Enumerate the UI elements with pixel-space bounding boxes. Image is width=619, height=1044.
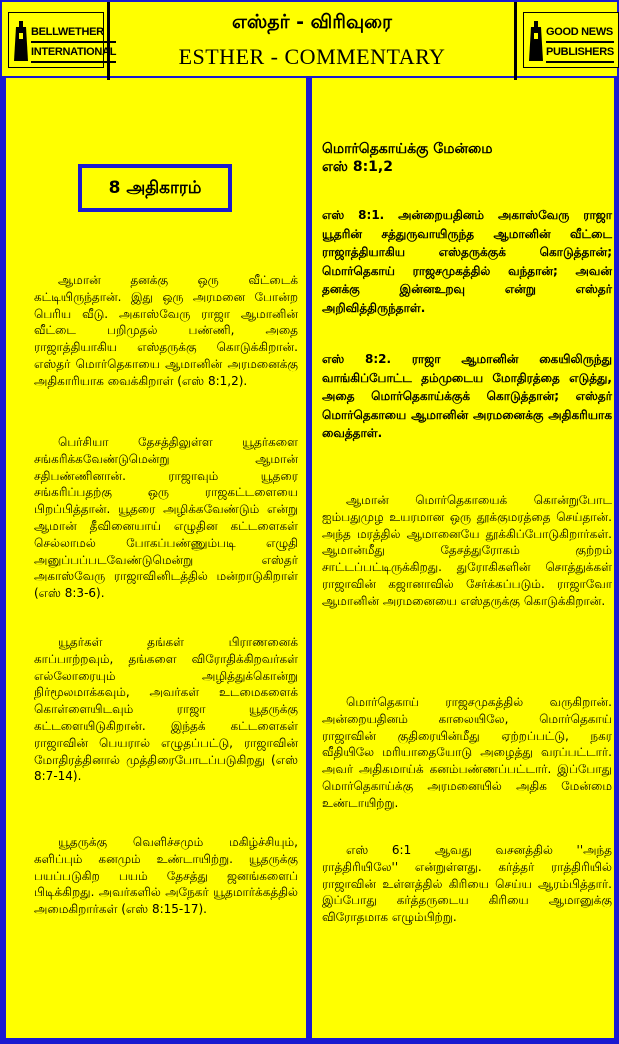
title-english: ESTHER - COMMENTARY [178, 44, 446, 69]
right-paragraph-2 [322, 694, 612, 812]
left-paragraph-3 [34, 634, 298, 785]
paragraph-text: எஸ் 6:1 ஆவது வசனத்தில் ''அந்த ராத்திரியிலே'' என்றுள்ளது. கர்த்தர் ராத்திரியில் ராஜாவின் உள்ளத்தில் கிரியை செய்ய ஆரம்பித்தார். இப்போது கர்த்தருடைய கிரியை ஆமானுக்கு விரோதமாக எழும்பிற்று. [322, 843, 612, 925]
bellwether-logo [8, 12, 117, 68]
left-column [0, 78, 309, 1044]
paragraph-text: யூதர்கள் தங்கள் பிராணனைக் காப்பாற்றவும், தங்களை விரோதிக்கிறவர்கள் எல்லோரையும் அழித்துக்கொன்று நிர்மூலமாக்கவும், அவர்கள் உடமைகளைக் கொள்ளையிடவும் ராஜா யூதருக்கு கட்டளையிடுகிறான். இந்தக் கட்டளைகள் ராஜாவின் பெயரால் எழுதப்பட்டு, ராஜாவின் மோதிரத்தினால் முத்திரைபோடப்படுகிறது (எஸ் 8:7-14). [34, 635, 298, 784]
title-tamil: எஸ்தர் - விரிவுரை [232, 11, 392, 33]
torch-icon [528, 21, 544, 61]
right-column [309, 78, 619, 1044]
verse-8-1 [322, 206, 612, 317]
section-heading [322, 140, 612, 176]
logo-left-line1: BELLWETHER [31, 23, 116, 43]
verse-8-2 [322, 350, 612, 443]
paragraph-text: பெர்சியா தேசத்திலுள்ள யூதர்களை சங்கரிக்கவேண்டுமென்று ஆமான் சதிபண்ணினான். ராஜாவும் யூதரை சங்கரிப்பதற்கு ஒரு ராஜகட்டளையை பிறப்பித்தான். யூதரை அழிக்கவேண்டும் என்று ஆமான் தீவினையாய் எழுதின கட்டளைகள் செல்லாமல் போகப்பண்ணும்படி எழுதி அனுப்பப்படவேண்டுமென்று எஸ்தர் அகாஸ்வேரு ராஜாவினிடத்தில் மன்றாடுகிறாள் (எஸ் 8:3-6). [34, 435, 298, 601]
paragraph-text: யூதருக்கு வெளிச்சமும் மகிழ்ச்சியும், களிப்பும் கனமும் உண்டாயிற்று. யூதருக்கு பயப்படுகிற பயம் தேசத்து ஜனங்களைப் பிடிக்கிறது. அவர்களில் அநேகர் யூதமார்க்கத்தில் அமைகிறார்கள் (எஸ் 8:15-17). [34, 835, 298, 917]
logo-right-line2: PUBLISHERS [546, 43, 614, 63]
paragraph-text: ஆமான் மொர்தெகாயைக் கொன்றுபோட ஐம்பதுமுழ உயரமான ஒரு தூக்குமரத்தை செய்தான். அந்த மரத்தில் ஆமானையே தூக்கிப்போடுகிறார்கள். ஆமான்மீது தேசத்துரோகம் குற்றம் சாட்டப்பட்டிருக்கிறது. துரோகிகளின் சொத்துக்கள் ராஜாவின் கஜானாவில் சேர்க்கப்படும். ராஜாவோ ஆமானின் அரமனையை எஸ்தருக்கு கொடுக்கிறான். [322, 493, 612, 608]
header-title [110, 2, 514, 80]
right-paragraph-1 [322, 492, 612, 610]
page-header [0, 0, 619, 78]
left-paragraph-1 [34, 272, 298, 390]
verse-text: எஸ் 8:2. ராஜா ஆமானின் கையிலிருந்து வாங்கிப்போட்ட தம்முடைய மோதிரத்தை எடுத்து, அதை மொர்தெகாய்க்குக் கொடுத்தான்; எஸ்தர் மொர்தெகாயை ஆமானின் அரமனைக்கு அதிகரியாக வைத்தாள். [322, 352, 612, 440]
good-news-logo-cell [514, 2, 619, 80]
good-news-logo [523, 12, 619, 68]
verse-text: எஸ் 8:1. அன்றையதினம் அகாஸ்வேரு ராஜா யூதரின் சத்துருவாயிருந்த ஆமானின் வீட்டை ராஜாத்தியாகிய எஸ்தருக்குக் கொடுத்தான்; மொர்தெகாய் ராஜசமுகத்தில் வந்தான்; அவன் தனக்கு இன்னஉறவு என்று எஸ்தர் அறிவித்திருந்தாள். [322, 208, 612, 315]
left-paragraph-4 [34, 834, 298, 918]
logo-right-line1: GOOD NEWS [546, 23, 614, 43]
logo-left-line2: INTERNATIONAL [31, 43, 116, 63]
bellwether-logo-cell [2, 2, 117, 80]
section-reference: எஸ் 8:1,2 [322, 159, 393, 175]
bell-tower-icon [13, 21, 29, 61]
paragraph-text: ஆமான் தனக்கு ஒரு வீட்டைக் கட்டியிருந்தான். இது ஒரு அரமனை போன்ற பெரிய வீடு. அகாஸ்வேரு ராஜா ஆமானின் வீட்டை பறிமுதல் பண்ணி, அதை ராஜாத்தியாகிய எஸ்தருக்கு கொடுக்கிறான். எஸ்தர் மொர்தெகாயை ஆமானின் அரமனைக்கு அதிகாரியாக வைக்கிறாள் (எஸ் 8:1,2). [34, 273, 298, 388]
right-paragraph-3 [322, 842, 612, 926]
left-paragraph-2 [34, 434, 298, 602]
paragraph-text: மொர்தெகாய் ராஜசமுகத்தில் வருகிறான். அன்றையதினம் காலையிலே, மொர்தெகாய் ராஜாவின் குதிரையின்மீது ஏற்றப்பட்டு, நகர வீதியிலே மரியாதையோடு அழைத்து வரப்பட்டார். அவர் அதிகமாய்க் கனம்பண்ணப்பட்டார். இப்போது மொர்தெகாய்க்கு அரமனையில் அதிக மேன்மை உண்டாயிற்று. [322, 695, 612, 810]
chapter-heading: 8 அதிகாரம் [78, 164, 232, 212]
section-title: மொர்தெகாய்க்கு மேன்மை [322, 141, 493, 157]
